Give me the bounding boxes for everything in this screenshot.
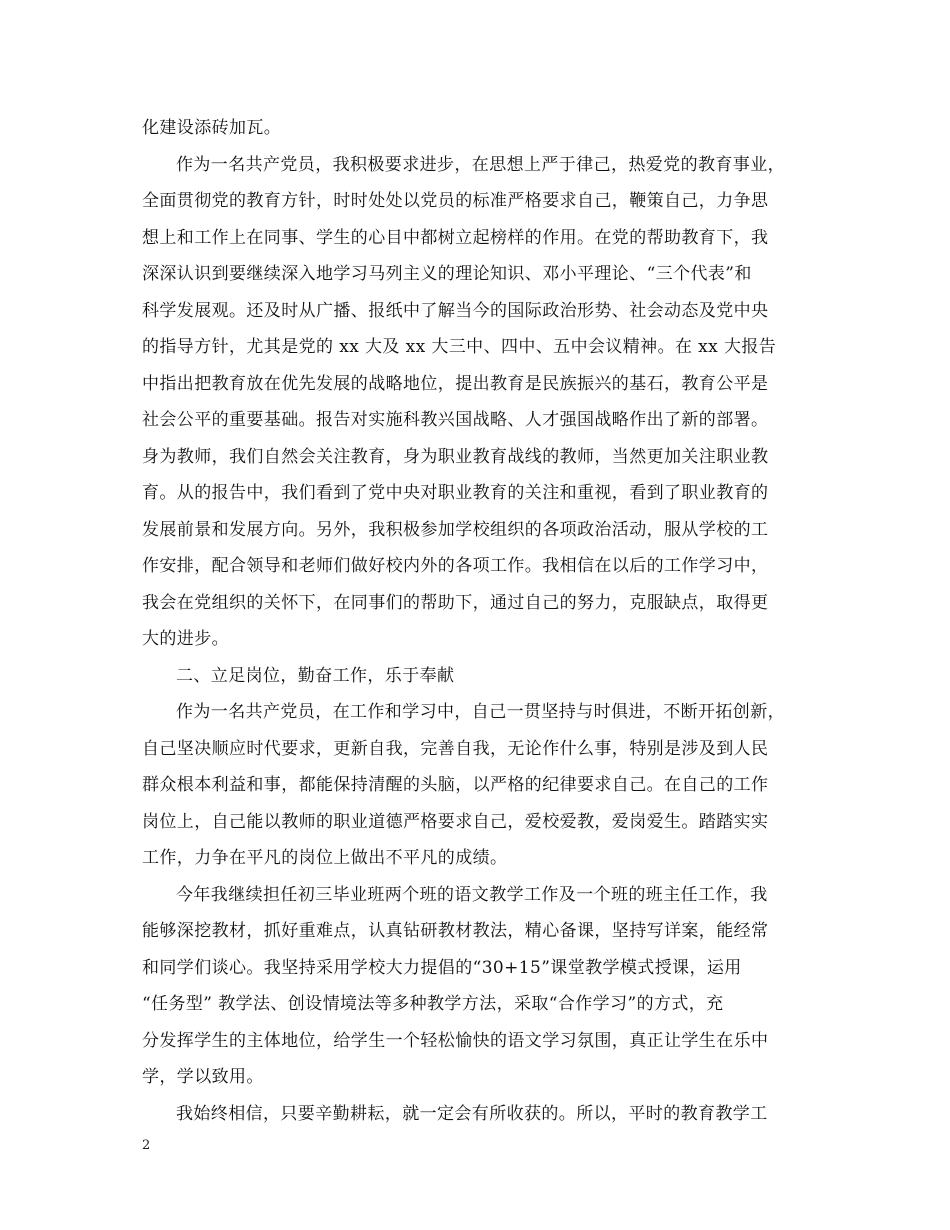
section-heading: 二、立足岗位，勤奋工作，乐于奉献 — [176, 666, 455, 686]
text-line: 今年我继续担任初三毕业班两个班的语文教学工作及一个班的班主任工作，我 — [176, 885, 768, 905]
text-line: 我始终相信，只要辛勤耕耘，就一定会有所收获的。所以，平时的教育教学工 — [176, 1104, 768, 1124]
text-line: 作安排，配合领导和老师们做好校内外的各项工作。我相信在以后的工作学习中， — [142, 556, 769, 576]
text-line: 科学发展观。还及时从广播、报纸中了解当今的国际政治形势、社会动态及党中央 — [142, 301, 769, 321]
text-line: 学，学以致用。 — [142, 1067, 264, 1087]
text-line: 发展前景和发展方向。另外，我积极参加学校组织的各项政治活动，服从学校的工 — [142, 520, 769, 540]
text-line: 工作，力争在平凡的岗位上做出不平凡的成绩。 — [142, 848, 508, 868]
text-line: 和同学们谈心。我坚持采用学校大力提倡的“30+15”课堂教学模式授课，运用 — [142, 958, 742, 978]
text-line: 作为一名共产党员，在工作和学习中，自己一贯坚持与时俱进，不断开拓创新， — [176, 702, 785, 722]
text-line: 想上和工作上在同事、学生的心目中都树立起榜样的作用。在党的帮助教育下，我 — [142, 228, 769, 248]
text-line: 作为一名共产党员，我积极要求进步，在思想上严于律己，热爱党的教育事业， — [176, 155, 785, 175]
text-line: 中指出把教育放在优先发展的战略地位，提出教育是民族振兴的基石，教育公平是 — [142, 374, 769, 394]
text-line: 育。从的报告中，我们看到了党中央对职业教育的关注和重视，看到了职业教育的 — [142, 483, 769, 503]
text-line: 自己坚决顺应时代要求，更新自我，完善自我，无论作什么事，特别是涉及到人民 — [142, 739, 769, 759]
text-line: 身为教师，我们自然会关注教育，身为职业教育战线的教师，当然更加关注职业教 — [142, 447, 769, 467]
text-line: 化建设添砖加瓦。 — [142, 118, 282, 138]
text-line: 社会公平的重要基础。报告对实施科教兴国战略、人才强国战略作出了新的部署。 — [142, 410, 769, 430]
text-line: 分发挥学生的主体地位，给学生一个轻松愉快的语文学习氛围，真正让学生在乐中 — [142, 1031, 769, 1051]
text-line: 大的进步。 — [142, 629, 229, 649]
page-number: 2 — [142, 1138, 151, 1153]
text-line: 我会在党组织的关怀下，在同事们的帮助下，通过自己的努力，克服缺点，取得更 — [142, 593, 769, 613]
text-line: 深深认识到要继续深入地学习马列主义的理论知识、邓小平理论、“三个代表”和 — [142, 264, 752, 284]
text-line: 群众根本利益和事，都能保持清醒的头脑，以严格的纪律要求自己。在自己的工作 — [142, 775, 769, 795]
text-line: 岗位上，自己能以教师的职业道德严格要求自己，爱校爱教，爱岗爱生。踏踏实实 — [142, 812, 769, 832]
text-line: “任务型” 教学法、创设情境法等多种教学方法，采取“合作学习”的方式，充 — [142, 994, 724, 1014]
text-line: 的指导方针，尤其是党的 xx 大及 xx 大三中、四中、五中会议精神。在 xx 大报告 — [142, 337, 777, 357]
text-line: 能够深挖教材，抓好重难点，认真钻研教材教法，精心备课，坚持写详案，能经常 — [142, 921, 769, 941]
text-line: 全面贯彻党的教育方针，时时处处以党员的标准严格要求自己，鞭策自己，力争思 — [142, 191, 769, 211]
